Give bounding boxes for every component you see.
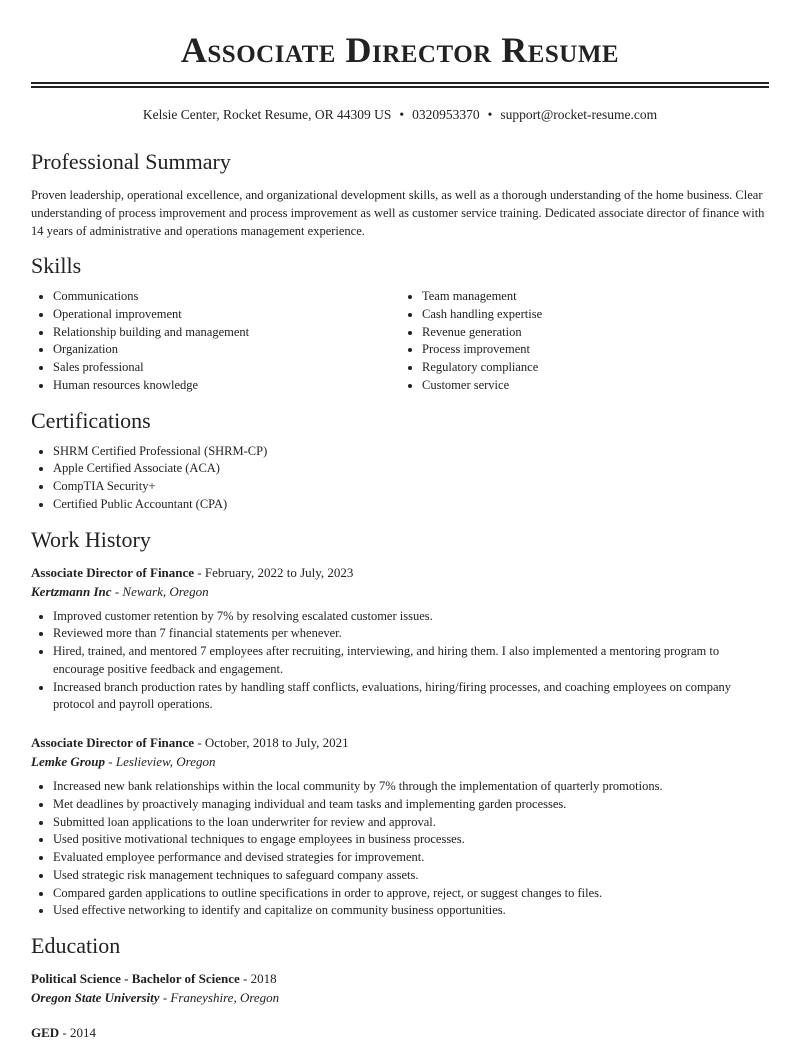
education-entry <box>31 1024 769 1042</box>
contact-address: Kelsie Center, Rocket Resume, OR 44309 US <box>142 107 392 122</box>
skills-list-right <box>400 288 769 395</box>
skill-item: • Human resources knowledge <box>53 377 400 395</box>
job-bullet: • Submitted loan applications to the loan underwriter for review and approval. <box>53 814 769 832</box>
school-location: - Franeyshire, Oregon <box>159 990 280 1005</box>
resume-page <box>31 0 769 1042</box>
school-name: Oregon State University <box>31 990 160 1005</box>
skills-grid <box>31 288 769 395</box>
degree: GED <box>31 1025 60 1040</box>
job-entry <box>31 734 769 920</box>
job-dates: - October, 2018 to July, 2021 <box>194 735 349 750</box>
skill-item: • Operational improvement <box>53 306 400 324</box>
employer-name: Lemke Group <box>31 754 106 769</box>
job-bullet: • Evaluated employee performance and devised strategies for improvement. <box>53 849 769 867</box>
skill-item: • Process improvement <box>422 341 769 359</box>
title-divider <box>31 82 769 88</box>
certifications-list <box>31 443 769 514</box>
skill-item: • Relationship building and management <box>53 324 400 342</box>
job-title: Associate Director of Finance <box>31 735 195 750</box>
contact-email: support@rocket-resume.com <box>500 107 658 122</box>
section-heading: Skills <box>31 253 82 278</box>
degree-line <box>31 970 769 988</box>
skill-item: • Regulatory compliance <box>422 359 769 377</box>
job-bullet: • Reviewed more than 7 financial statements per whenever. <box>53 625 769 643</box>
employer-line <box>31 582 769 602</box>
professional-summary-section <box>31 148 769 240</box>
skill-item: • Revenue generation <box>422 324 769 342</box>
certification-item: • CompTIA Security+ <box>53 478 769 496</box>
job-bullets <box>31 778 769 920</box>
job-bullet: • Used positive motivational techniques to engage employees in business processes. <box>53 831 769 849</box>
degree: Political Science - Bachelor of Science <box>31 971 240 986</box>
skill-item: • Organization <box>53 341 400 359</box>
contact-phone: 0320953370 <box>412 107 480 122</box>
school-line <box>31 988 769 1008</box>
job-bullet: • Met deadlines by proactively managing individual and team tasks and implementing garden processes. <box>53 796 769 814</box>
degree-year: - 2014 <box>59 1025 97 1040</box>
job-bullet: • Increased branch production rates by handling staff conflicts, evaluations, hiring/firing processes, and coaching employees on company protocol and payroll operations. <box>53 679 769 715</box>
employer-name: Kertzmann Inc <box>31 583 112 599</box>
job-title-line <box>31 734 769 752</box>
contact-separator: • <box>487 107 493 122</box>
job-bullet: • Used effective networking to identify and capitalize on community business opportunities. <box>53 902 769 920</box>
page-title: Associate Director Resume <box>180 30 620 70</box>
contact-separator: • <box>399 107 405 122</box>
section-heading: Education <box>31 933 121 958</box>
degree-year: - 2018 <box>239 971 277 986</box>
job-bullet: • Compared garden applications to outline specifications in order to approve, reject, or suggest changes to files. <box>53 885 769 903</box>
education-entry <box>31 970 769 1008</box>
contact-line <box>31 106 769 124</box>
skill-item: • Customer service <box>422 377 769 395</box>
job-bullet: • Used strategic risk management techniques to safeguard company assets. <box>53 867 769 885</box>
job-bullet: • Improved customer retention by 7% by resolving escalated customer issues. <box>53 608 769 626</box>
certification-item: • Apple Certified Associate (ACA) <box>53 460 769 478</box>
job-dates: - February, 2022 to July, 2023 <box>194 564 354 580</box>
section-heading: Work History <box>31 526 151 552</box>
skill-item: • Cash handling expertise <box>422 306 769 324</box>
skill-item: • Communications <box>53 288 400 306</box>
employer-location: - Leslieview, Oregon <box>105 754 216 769</box>
skills-list-left <box>31 288 400 395</box>
job-bullets <box>31 608 769 715</box>
skill-item: • Sales professional <box>53 359 400 377</box>
section-heading: Professional Summary <box>31 149 231 174</box>
certifications-section <box>31 407 769 514</box>
certification-item: • Certified Public Accountant (CPA) <box>53 496 769 514</box>
certification-item: • SHRM Certified Professional (SHRM-CP) <box>53 443 769 461</box>
summary-text: Proven leadership, operational excellence, and organizational development skills, as well as a thorough understanding of the home business. Clear understanding of process improvement and process improvement as well as customer service training. Dedicated associate director of finance with 14 years of administrative and operations management experience. <box>31 188 765 238</box>
section-heading: Certifications <box>31 407 151 433</box>
job-bullet: • Hired, trained, and mentored 7 employees after recruiting, interviewing, and hiring them. I also implemented a mentoring program to encourage positive feedback and engagement. <box>53 643 769 679</box>
degree-line <box>31 1024 769 1042</box>
skill-item: • Team management <box>422 288 769 306</box>
skills-section <box>31 252 769 395</box>
job-entry <box>31 564 769 715</box>
employer-line <box>31 752 769 772</box>
job-title-line <box>31 564 769 582</box>
education-section <box>31 932 769 1042</box>
employer-location: - Newark, Oregon <box>111 583 209 599</box>
work-history-section <box>31 526 769 921</box>
job-bullet: • Increased new bank relationships within the local community by 7% through the implementation of quarterly promotions. <box>53 778 769 796</box>
job-title: Associate Director of Finance <box>31 564 195 580</box>
